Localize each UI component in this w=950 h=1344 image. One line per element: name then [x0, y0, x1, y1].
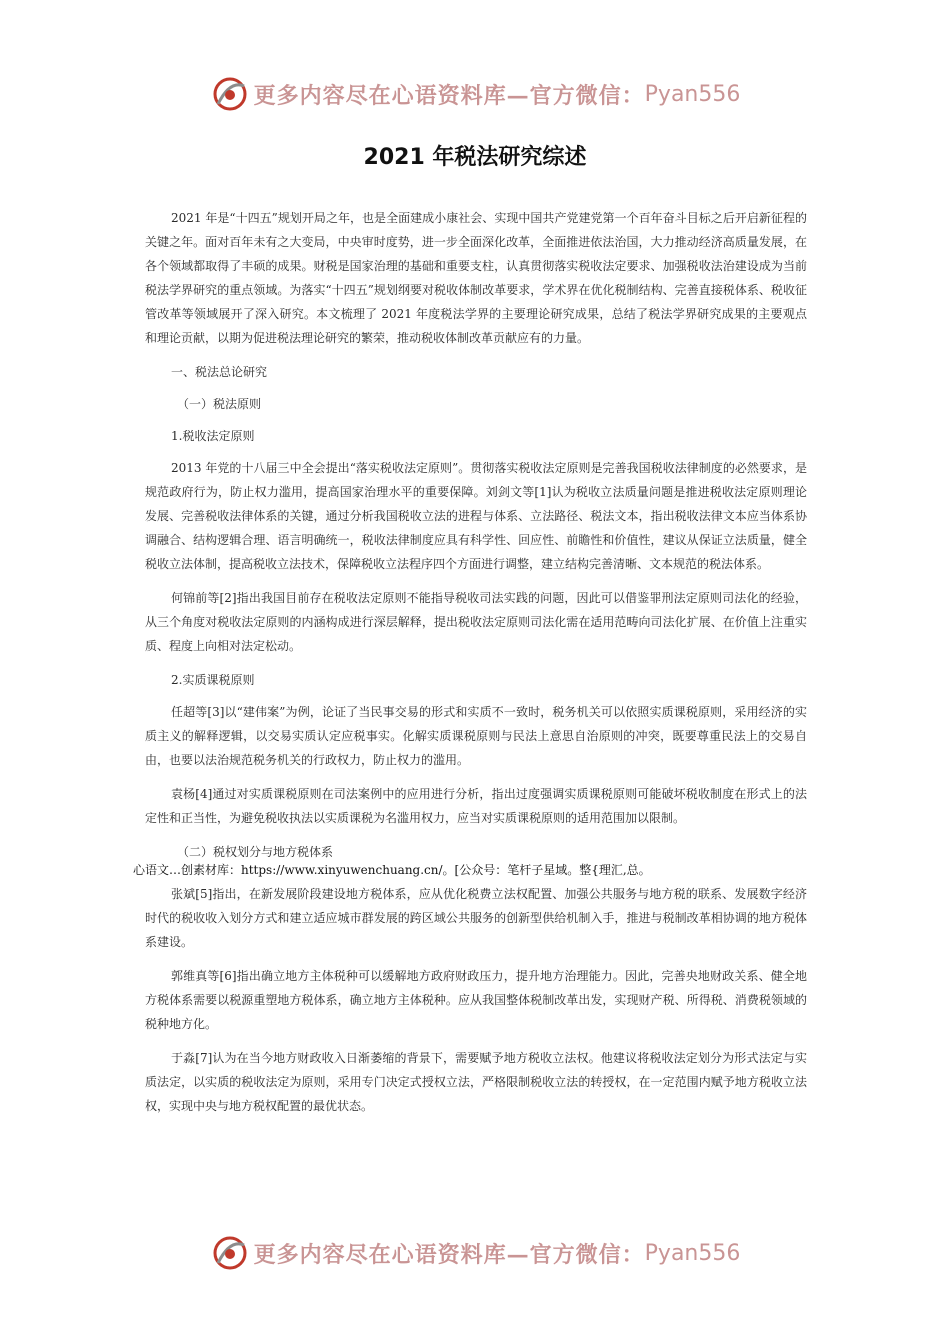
paragraph: 任超等[3]以“建伟案”为例，论证了当民事交易的形式和实质不一致时，税务机关可以依照实质课税原则，采用经济的实质主义的解释逻辑，以交易实质认定应税事实。化解实质课税原则与民法上意思自治原则的冲突，既要尊重民法上的交易自由，也要以法治规范税务机关的行政权力，防止权力的滥用。 — [145, 705, 807, 767]
paragraph: 何锦前等[2]指出我国目前存在税收法定原则不能指导税收司法实践的问题，因此可以借鉴罪刑法定原则司法化的经验，从三个角度对税收法定原则的内涵构成进行深层解释，提出税收法定原则司法化需在适用范畴向司法化扩展、在价值上注重实质、程度上向相对法定松动。 — [145, 591, 807, 653]
header-banner — [0, 72, 950, 116]
intro-paragraph: 2021 年是“十四五”规划开局之年，也是全面建成小康社会、实现中国共产党建党第一个百年奋斗目标之后开启新征程的关键之年。面对百年未有之大变局，中央审时度势，进一步全面深化改革，全面推进依法治国，大力推动经济高质量发展，在各个领域都取得了丰硕的成果。财税是国家治理的基础和重要支柱，认真贯彻落实税收法定要求、加强税收法治建设成为当前税法学界研究的重点领域。为落实“十四五”规划纲要对税收体制改革要求，学术界在优化税制结构、完善直接税体系、税收征管改革等领域展开了深入研究。本文梳理了 2021 年度税法学界的主要理论研究成果，总结了税法学界研究成果的主要观点和理论贡献，以期为促进税法理论研究的繁荣，推动税收体制改革贡献应有的力量。 — [145, 211, 807, 345]
document-title: 2021 年税法研究综述 — [363, 145, 587, 170]
paragraph: 张斌[5]指出，在新发展阶段建设地方税体系，应从优化税费立法权配置、加强公共服务与地方税的联系、发展数字经济时代的税收收入划分方式和建立适应城市群发展的跨区域公共服务的创新型供给机制入手，推进与税制改革相协调的地方税体系建设。 — [145, 887, 807, 949]
subsection-heading-2: （二）税权划分与地方税体系 — [177, 845, 334, 859]
subsection-heading-1: （一）税法原则 — [177, 397, 262, 411]
banner-text: 更多内容尽在心语资料库—官方微信： — [253, 1241, 645, 1268]
paragraph: 袁杨[4]通过对实质课税原则在司法案例中的应用进行分析，指出过度强调实质课税原则可能破坏税收制度在形式上的法定性和正当性，为避免税收执法以实质课税为名滥用权力，应当对实质课税原则的适用范围加以限制。 — [145, 787, 807, 825]
document-body — [133, 206, 807, 1128]
logo-icon — [210, 74, 250, 114]
subsubsection-heading-1: 1.税收法定原则 — [171, 429, 255, 443]
paragraph: 2013 年党的十八届三中全会提出“落实税收法定原则”。贯彻落实税收法定原则是完善我国税收法律制度的必然要求，是规范政府行为，防止权力滥用，提高国家治理水平的重要保障。刘剑文等[1]认为税收立法质量问题是推进税收法定原则理论发展、完善税收法律体系的关键，通过分析我国税收立法的进程与体系、立法路径、税法文本，指出税收法律文本应当体系协调融合、结构逻辑合理、语言明确统一，税收法律制度应具有科学性、回应性、前瞻性和价值性，建议从保证立法质量，健全税收立法体制，提高税收立法技术，保障税收立法程序四个方面进行调整，建立结构完善清晰、文本规范的税法体系。 — [145, 461, 807, 571]
watermark-overlay-text: 心语文…创素材库：https://www.xinyuwenchuang.cn/。[公众号：笔杆子星域。整{理汇,总。 — [133, 863, 651, 877]
footer-banner — [0, 1231, 950, 1275]
paragraph: 郭维真等[6]指出确立地方主体税种可以缓解地方政府财政压力，提升地方治理能力。因此，完善央地财政关系、健全地方税体系需要以税源重塑地方税体系，确立地方主体税种。应从我国整体税制改革出发，实现财产税、所得税、消费税领域的税种地方化。 — [145, 969, 807, 1031]
banner-handle: Pyan556 — [644, 1240, 741, 1266]
paragraph: 于淼[7]认为在当今地方财政收入日渐萎缩的背景下，需要赋予地方税收立法权。他建议将税收法定划分为形式法定与实质法定，以实质的税收法定为原则，采用专门决定式授权立法，严格限制税收立法的转授权，在一定范围内赋予地方税收立法权，实现中央与地方税权配置的最优状态。 — [145, 1051, 807, 1113]
section-heading-1: 一、税法总论研究 — [171, 365, 268, 379]
banner-text: 更多内容尽在心语资料库—官方微信： — [253, 82, 645, 109]
banner-handle: Pyan556 — [644, 81, 741, 107]
subsubsection-heading-2: 2.实质课税原则 — [171, 673, 255, 687]
logo-icon — [210, 1233, 250, 1273]
